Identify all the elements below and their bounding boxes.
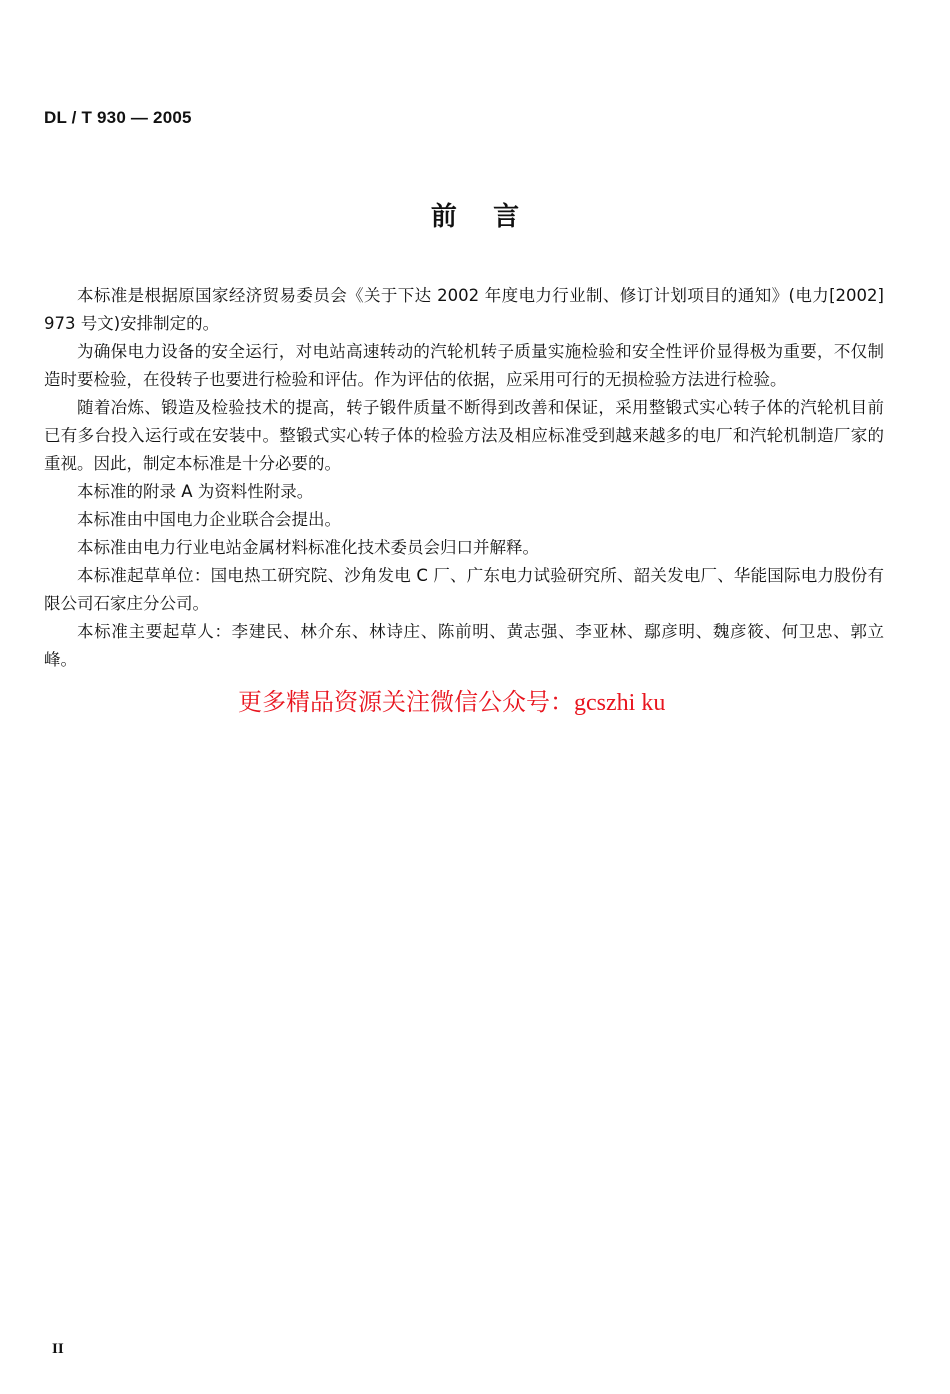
preface-body xyxy=(44,282,884,674)
paragraph: 本标准起草单位：国电热工研究院、沙角发电 C 厂、广东电力试验研究所、韶关发电厂、华能国际电力股份有限公司石家庄分公司。 xyxy=(44,566,884,613)
page-title: 前 言 xyxy=(430,202,520,232)
page-number: II xyxy=(52,1341,64,1357)
paragraph: 本标准的附录 A 为资料性附录。 xyxy=(77,482,314,501)
paragraph: 本标准由电力行业电站金属材料标准化技术委员会归口并解释。 xyxy=(77,538,539,557)
paragraph: 本标准由中国电力企业联合会提出。 xyxy=(77,510,341,529)
promo-text: 更多精品资源关注微信公众号： xyxy=(238,688,574,716)
document-code: DL / T 930 — 2005 xyxy=(44,108,192,127)
paragraph: 本标准是根据原国家经济贸易委员会《关于下达 2002 年度电力行业制、修订计划项目的通知》(电力[2002] 973 号文)安排制定的。 xyxy=(44,286,884,333)
paragraph: 随着冶炼、锻造及检验技术的提高，转子锻件质量不断得到改善和保证，采用整锻式实心转子体的汽轮机目前已有多台投入运行或在安装中。整锻式实心转子体的检验方法及相应标准受到越来越多的电厂和汽轮机制造厂家的重视。因此，制定本标准是十分必要的。 xyxy=(44,398,884,473)
paragraph: 为确保电力设备的安全运行，对电站高速转动的汽轮机转子质量实施检验和安全性评价显得极为重要，不仅制造时要检验，在役转子也要进行检验和评估。作为评估的依据，应采用可行的无损检验方法进行检验。 xyxy=(44,342,884,389)
promo-watermark xyxy=(238,682,665,717)
promo-account: gcszhi ku xyxy=(574,690,666,716)
paragraph: 本标准主要起草人：李建民、林介东、林诗庄、陈前明、黄志强、李亚林、鄢彦明、魏彦筱、何卫忠、郭立峰。 xyxy=(44,622,884,669)
